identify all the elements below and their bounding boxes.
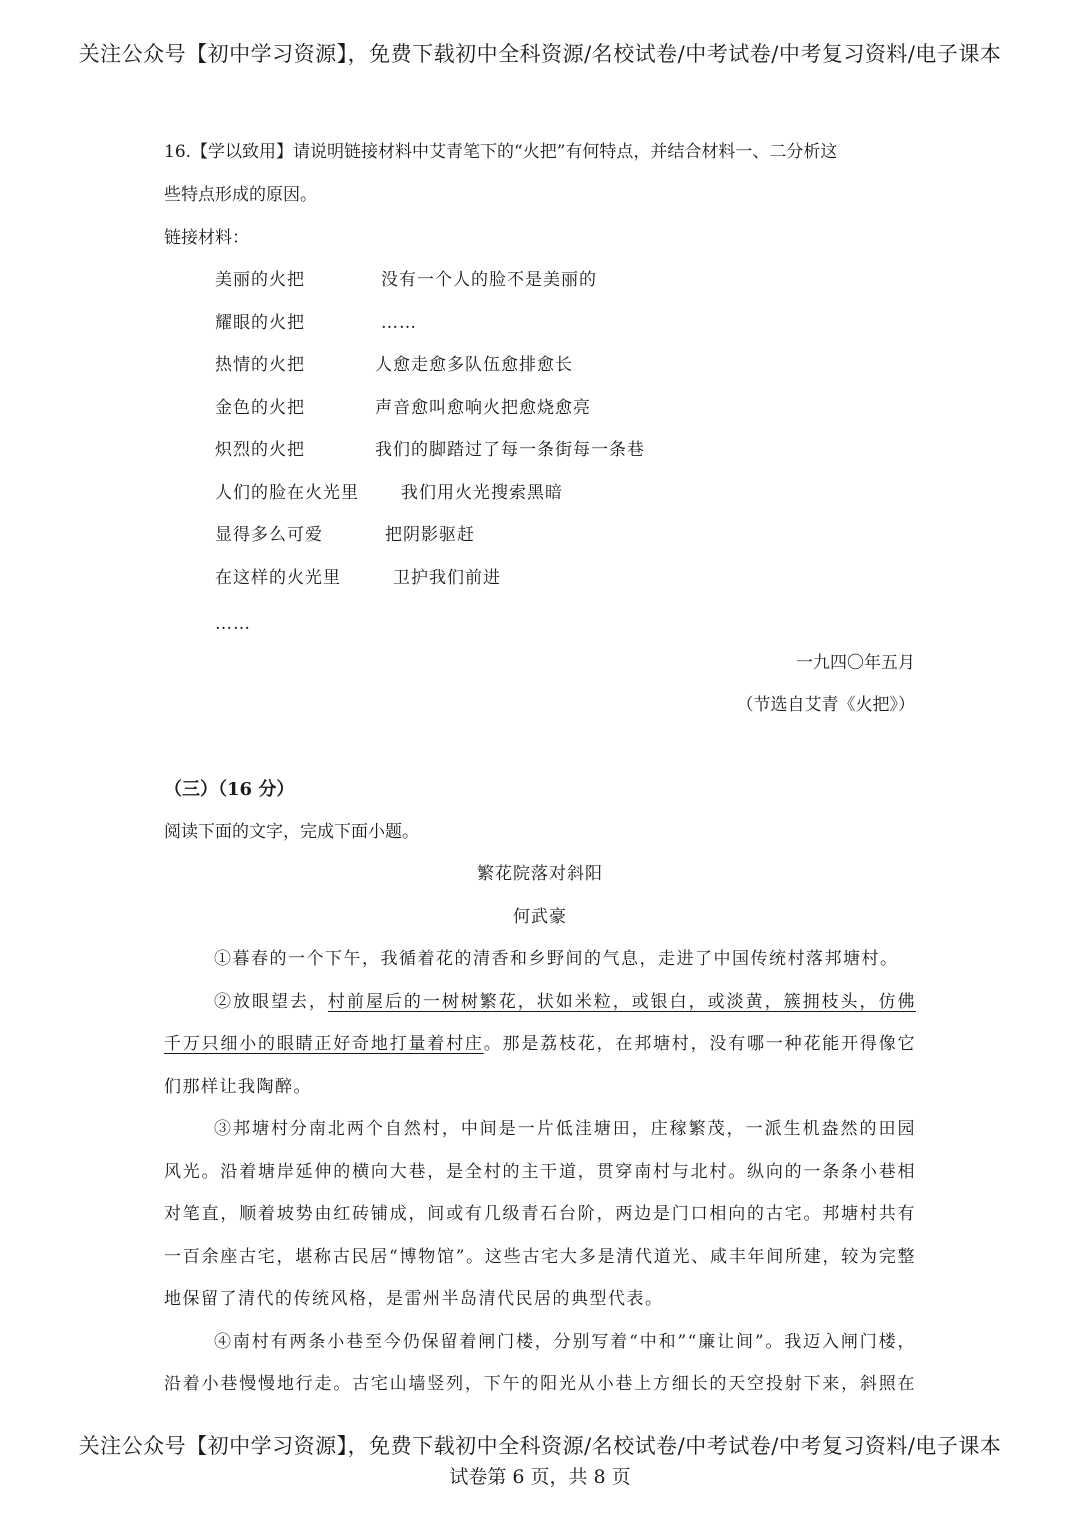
article-title: 繁花院落对斜阳 bbox=[477, 864, 603, 884]
paragraph-3-line2: 风光。沿着塘岸延伸的横向大巷，是全村的主干道，贯穿南村与北村。纵向的一条条小巷相 bbox=[164, 1162, 916, 1182]
article-author: 何武豪 bbox=[513, 907, 567, 927]
page-footer: 试卷第 6 页，共 8 页 bbox=[449, 1466, 631, 1488]
paragraph-4-line2: 沿着小巷慢慢地行走。古宅山墙竖列，下午的阳光从小巷上方细长的天空投射下来，斜照在 bbox=[164, 1374, 916, 1394]
paragraph-2-line2: 千万只细小的眼睛正好奇地打量着村庄。那是荔枝花，在邦塘村，没有哪一种花能开得像它 bbox=[164, 1034, 917, 1054]
poem-line: 热情的火把 人愈走愈多队伍愈排愈长 bbox=[215, 355, 573, 375]
poem-line: 炽烈的火把 我们的脚踏过了每一条街每一条巷 bbox=[215, 440, 645, 460]
poem-line: …… bbox=[215, 614, 251, 634]
top-banner: 关注公众号【初中学习资源】，免费下载初中全科资源/名校试卷/中考试卷/中考复习资料/电子课本 bbox=[78, 42, 1002, 66]
paragraph-3-line1: ③邦塘村分南北两个自然村，中间是一片低洼塘田，庄稼繁茂，一派生机盎然的田园 bbox=[214, 1119, 916, 1139]
paragraph-2-line3: 们那样让我陶醉。 bbox=[164, 1077, 312, 1097]
poem-line: 耀眼的火把 …… bbox=[215, 313, 417, 333]
poem-line: 在这样的火光里 卫护我们前进 bbox=[215, 568, 501, 588]
poem-line: 金色的火把 声音愈叫愈响火把愈烧愈亮 bbox=[215, 398, 591, 418]
poem-line: 人们的脸在火光里 我们用火光搜索黑暗 bbox=[215, 483, 563, 503]
section-heading: （三）（16 分） bbox=[164, 779, 295, 800]
paragraph-3-line4: 一百余座古宅，堪称古民居“博物馆”。这些古宅大多是清代道光、咸丰年间所建，较为完整 bbox=[164, 1247, 916, 1267]
poem-date: 一九四〇年五月 bbox=[796, 653, 915, 673]
underlined-sentence: 千万只细小的眼睛正好奇地打量着村庄 bbox=[164, 1034, 484, 1054]
poem-source: （节选自艾青《火把》） bbox=[736, 695, 915, 715]
section-instruction: 阅读下面的文字，完成下面小题。 bbox=[164, 822, 419, 842]
paragraph-3-line3: 对笔直，顺着坡势由红砖铺成，间或有几级青石台阶，两边是门口相向的古宅。邦塘村共有 bbox=[164, 1204, 916, 1224]
question-16-line1: 16.【学以致用】请说明链接材料中艾青笔下的“火把”有何特点，并结合材料一、二分析这 bbox=[164, 142, 838, 162]
question-16-line2: 些特点形成的原因。 bbox=[164, 185, 317, 205]
paragraph-1: ①暮春的一个下午，我循着花的清香和乡野间的气息，走进了中国传统村落邦塘村。 bbox=[214, 949, 899, 969]
paragraph-3-line5: 地保留了清代的传统风格，是雷州半岛清代民居的典型代表。 bbox=[164, 1289, 664, 1309]
link-material-label: 链接材料： bbox=[164, 228, 249, 248]
underlined-sentence: 村前屋后的一树树繁花，状如米粒，或银白，或淡黄，簇拥枝头，仿佛 bbox=[327, 992, 917, 1012]
poem-line: 显得多么可爱 把阴影驱赶 bbox=[215, 525, 475, 545]
paragraph-4-line1: ④南村有两条小巷至今仍保留着闸门楼，分别写着“中和”“廉让间”。我迈入闸门楼， bbox=[214, 1332, 916, 1352]
poem-line: 美丽的火把 没有一个人的脸不是美丽的 bbox=[215, 270, 597, 290]
paragraph-2-line1: ②放眼望去，村前屋后的一树树繁花，状如米粒，或银白，或淡黄，簇拥枝头，仿佛 bbox=[214, 992, 917, 1012]
bottom-banner: 关注公众号【初中学习资源】，免费下载初中全科资源/名校试卷/中考试卷/中考复习资料/电子课本 bbox=[78, 1434, 1002, 1458]
